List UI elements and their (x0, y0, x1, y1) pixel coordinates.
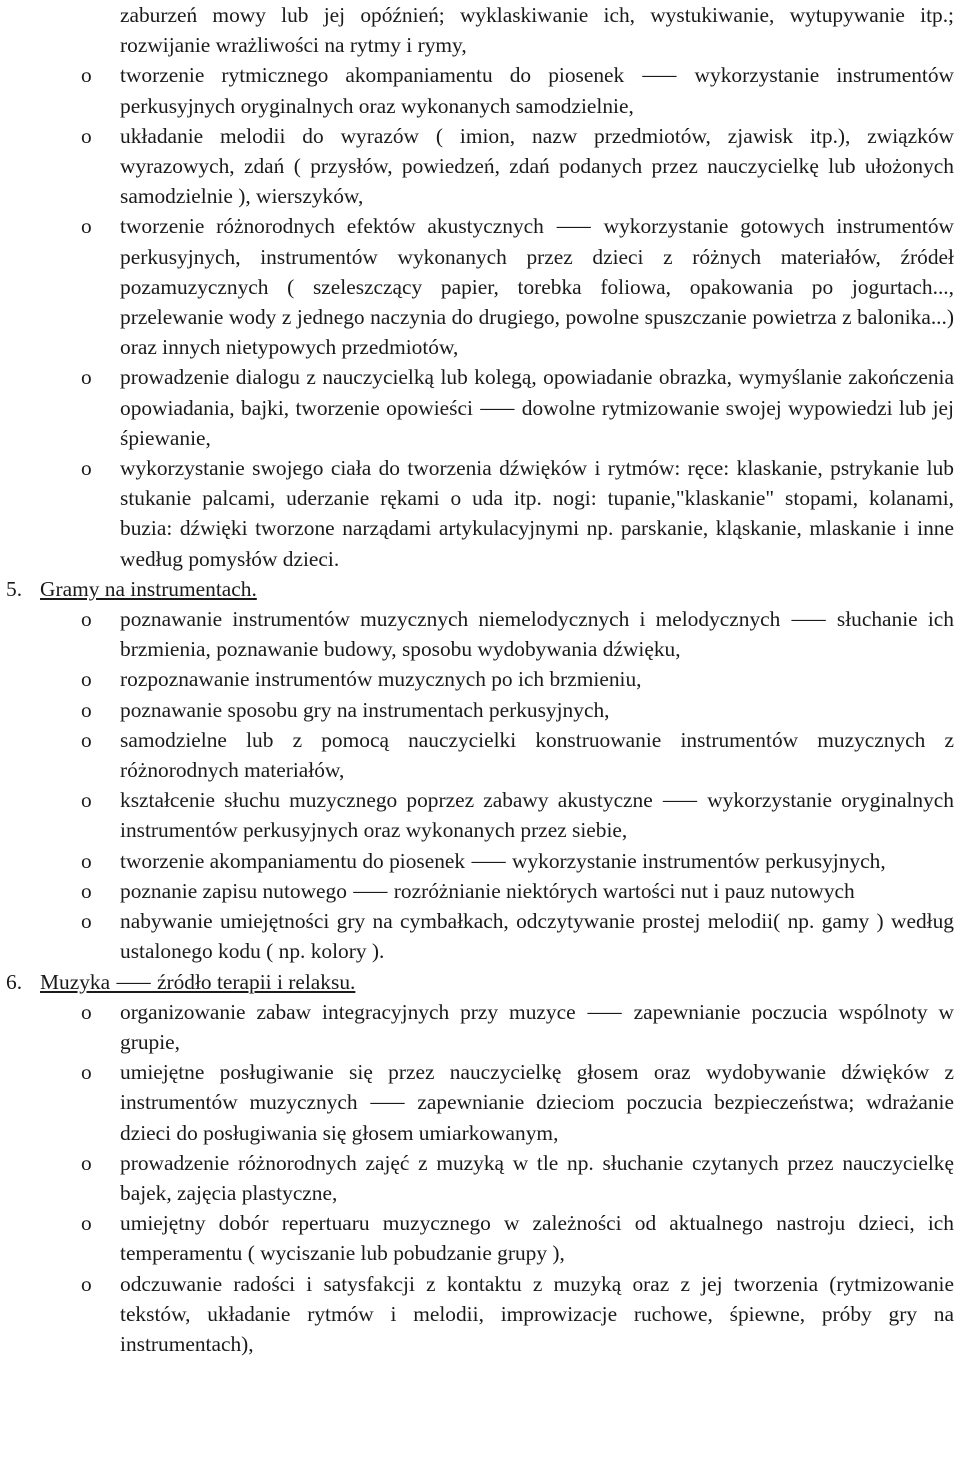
list-item (0, 453, 960, 574)
list-item-text: organizowanie zabaw integracyjnych przy muzyce ⸺ zapewnianie poczucia wspólnoty w grupie, (120, 999, 954, 1054)
list-item-text: rozpoznawanie instrumentów muzycznych po ich brzmieniu, (120, 667, 642, 692)
list-item (0, 362, 960, 453)
list-item (0, 604, 960, 664)
list-item (0, 60, 960, 120)
list-item-text: kształcenie słuchu muzycznego poprzez zabawy akustyczne ⸺ wykorzystanie oryginalnych instrumentów perkusyjnych oraz wykonanych przez siebie, (120, 788, 954, 843)
list-item-text: poznanie zapisu nutowego ⸺ rozróżnianie niektórych wartości nut i pauz nutowych (120, 878, 855, 903)
list-item-text: umiejętny dobór repertuaru muzycznego w zależności od aktualnego nastroju dzieci, ich temperamentu ( wyciszanie lub pobudzanie grupy ), (120, 1211, 954, 1266)
list-item (0, 121, 960, 212)
list-item (0, 664, 960, 694)
section-5-heading (0, 574, 960, 604)
list-item (0, 876, 960, 906)
bullet-marker: o (81, 1211, 92, 1236)
bullet-marker: o (81, 63, 92, 88)
continuation-paragraph (0, 0, 960, 60)
list-item-text: prowadzenie różnorodnych zajęć z muzyką w tle np. słuchanie czytanych przez nauczycielkę bajek, zajęcia plastyczne, (120, 1150, 954, 1205)
bullet-marker: o (81, 456, 92, 481)
list-item-text: wykorzystanie swojego ciała do tworzenia dźwięków i rytmów: ręce: klaskanie, pstrykanie lub stukanie palcami, uderzanie rękami o uda itp. nogi: tupanie,"klaskanie" stopami, kolanami, buzia: dźwięki tworzone narządami artykulacyjnymi np. parskanie, kląskanie, mlaskanie i inne według pomysłów dzieci. (120, 456, 954, 571)
bullet-marker: o (81, 1060, 92, 1085)
section-6-bullet-list (0, 997, 960, 1359)
bullet-marker: o (81, 788, 92, 813)
list-item-text: układanie melodii do wyrazów ( imion, nazw przedmiotów, zjawisk itp.), związków wyrazowych, zdań ( przysłów, powiedzeń, zdań podanych przez nauczycielkę lub ułożonych samodzielnie ), wierszyków, (120, 123, 954, 209)
continuation-text: zaburzeń mowy lub jej opóźnień; wyklaskiwanie ich, wystukiwanie, wytupywanie itp.; rozwijanie wrażliwości na rytmy i rymy, (120, 3, 954, 58)
list-item-text: samodzielne lub z pomocą nauczycielki konstruowanie instrumentów muzycznych z różnorodnych materiałów, (120, 727, 954, 783)
list-item (0, 1148, 960, 1208)
bullet-marker: o (81, 848, 92, 873)
bullet-marker: o (81, 214, 92, 239)
list-item (0, 906, 960, 966)
list-item-text: tworzenie akompaniamentu do piosenek ⸺ wykorzystanie instrumentów perkusyjnych, (120, 848, 886, 873)
intro-bullet-list (0, 60, 960, 573)
list-item (0, 997, 960, 1057)
section-6-heading (0, 967, 960, 997)
list-item-text: odczuwanie radości i satysfakcji z kontaktu z muzyką oraz z jej tworzenia (rytmizowanie tekstów, układanie rytmów i melodii, improwizacje ruchowe, śpiewne, próby gry na instrumentach), (120, 1271, 954, 1356)
section-5-bullet-list (0, 604, 960, 966)
list-item (0, 846, 960, 876)
list-item (0, 725, 960, 785)
bullet-marker: o (81, 909, 92, 934)
bullet-marker: o (81, 365, 92, 390)
bullet-marker: o (81, 999, 92, 1024)
bullet-marker: o (81, 607, 92, 632)
list-item (0, 695, 960, 725)
section-title: Muzyka ⸺ źródło terapii i relaksu. (40, 969, 356, 994)
bullet-marker: o (81, 1271, 92, 1296)
bullet-marker: o (81, 727, 92, 752)
list-item (0, 211, 960, 362)
bullet-marker: o (81, 697, 92, 722)
bullet-marker: o (81, 123, 92, 148)
list-item-text: tworzenie różnorodnych efektów akustycznych ⸺ wykorzystanie gotowych instrumentów perkusyjnych, instrumentów wykonanych przez dzieci z różnych materiałów, źródeł pozamuzycznych ( szeleszczący papier, torebka foliowa, opakowania po jogurtach..., przelewanie wody z jednego naczynia do drugiego, powolne spuszczanie powietrza z balonika...) oraz innych nietypowych przedmiotów, (120, 214, 954, 360)
list-item (0, 1269, 960, 1360)
list-item-text: prowadzenie dialogu z nauczycielką lub kolegą, opowiadanie obrazka, wymyślanie zakończenia opowiadania, bajki, tworzenie opowieści ⸺ dowolne rytmizowanie swojej wypowiedzi lub jej śpiewanie, (120, 365, 954, 450)
bullet-marker: o (81, 1150, 92, 1175)
bullet-marker: o (81, 878, 92, 903)
list-item (0, 785, 960, 845)
section-number: 6. (6, 969, 23, 994)
list-item-text: tworzenie rytmicznego akompaniamentu do piosenek ⸺ wykorzystanie instrumentów perkusyjnych oryginalnych oraz wykonanych samodzielnie, (120, 63, 954, 118)
list-item (0, 1208, 960, 1268)
bullet-marker: o (81, 667, 92, 692)
section-title: Gramy na instrumentach. (40, 576, 257, 601)
list-item-text: poznawanie instrumentów muzycznych niemelodycznych i melodycznych ⸺ słuchanie ich brzmienia, poznawanie budowy, sposobu wydobywania dźwięku, (120, 607, 954, 662)
section-number: 5. (6, 576, 23, 601)
list-item-text: poznawanie sposobu gry na instrumentach perkusyjnych, (120, 697, 610, 722)
list-item-text: nabywanie umiejętności gry na cymbałkach, odczytywanie prostej melodii( np. gamy ) według ustalonego kodu ( np. kolory ). (120, 909, 954, 964)
list-item-text: umiejętne posługiwanie się przez nauczycielkę głosem oraz wydobywanie dźwięków z instrumentów muzycznych ⸺ zapewnianie dzieciom poczucia bezpieczeństwa; wdrażanie dzieci do posługiwania się głosem umiarkowanym, (120, 1060, 954, 1145)
list-item (0, 1057, 960, 1148)
